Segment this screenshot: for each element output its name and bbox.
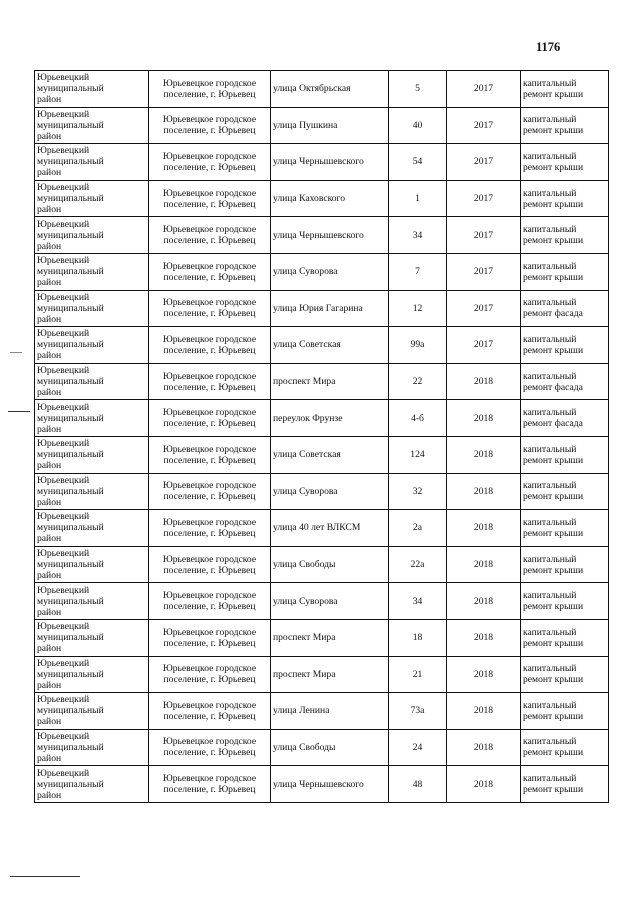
year-cell: 2018: [447, 546, 521, 583]
work-type-cell: капитальный ремонт крыши: [521, 180, 609, 217]
year-cell: 2018: [447, 510, 521, 547]
margin-mark: [10, 352, 22, 353]
work-type-cell: капитальный ремонт крыши: [521, 71, 609, 108]
settlement-cell: Юрьевецкое городское поселение, г. Юрьевец: [149, 217, 271, 254]
settlement-cell: Юрьевецкое городское поселение, г. Юрьевец: [149, 510, 271, 547]
margin-mark: [10, 876, 80, 877]
work-type-cell: капитальный ремонт крыши: [521, 473, 609, 510]
street-cell: улица Свободы: [271, 546, 389, 583]
settlement-cell: Юрьевецкое городское поселение, г. Юрьевец: [149, 71, 271, 108]
year-cell: 2018: [447, 766, 521, 803]
year-cell: 2017: [447, 290, 521, 327]
table-body: [35, 71, 609, 803]
house-number-cell: 22: [389, 363, 447, 400]
settlement-cell: Юрьевецкое городское поселение, г. Юрьевец: [149, 583, 271, 620]
street-cell: улица Суворова: [271, 583, 389, 620]
district-cell: Юрьевецкий муниципальный район: [35, 327, 149, 364]
year-cell: 2017: [447, 327, 521, 364]
district-cell: Юрьевецкий муниципальный район: [35, 144, 149, 181]
year-cell: 2018: [447, 583, 521, 620]
house-number-cell: 124: [389, 436, 447, 473]
year-cell: 2018: [447, 400, 521, 437]
district-cell: Юрьевецкий муниципальный район: [35, 546, 149, 583]
table-row: [35, 217, 609, 254]
work-type-cell: капитальный ремонт крыши: [521, 107, 609, 144]
table-row: [35, 107, 609, 144]
settlement-cell: Юрьевецкое городское поселение, г. Юрьевец: [149, 363, 271, 400]
house-number-cell: 73а: [389, 693, 447, 730]
street-cell: улица Суворова: [271, 253, 389, 290]
street-cell: улица Октябрьская: [271, 71, 389, 108]
year-cell: 2017: [447, 253, 521, 290]
house-number-cell: 54: [389, 144, 447, 181]
settlement-cell: Юрьевецкое городское поселение, г. Юрьевец: [149, 144, 271, 181]
table-row: [35, 71, 609, 108]
house-number-cell: 12: [389, 290, 447, 327]
street-cell: проспект Мира: [271, 656, 389, 693]
district-cell: Юрьевецкий муниципальный район: [35, 290, 149, 327]
street-cell: улица Ленина: [271, 693, 389, 730]
district-cell: Юрьевецкий муниципальный район: [35, 583, 149, 620]
work-type-cell: капитальный ремонт крыши: [521, 766, 609, 803]
settlement-cell: Юрьевецкое городское поселение, г. Юрьевец: [149, 400, 271, 437]
street-cell: улица Советская: [271, 327, 389, 364]
year-cell: 2018: [447, 619, 521, 656]
street-cell: улица Чернышевского: [271, 217, 389, 254]
street-cell: улица 40 лет ВЛКСМ: [271, 510, 389, 547]
year-cell: 2018: [447, 656, 521, 693]
house-number-cell: 5: [389, 71, 447, 108]
table-row: [35, 656, 609, 693]
year-cell: 2017: [447, 71, 521, 108]
settlement-cell: Юрьевецкое городское поселение, г. Юрьевец: [149, 290, 271, 327]
work-type-cell: капитальный ремонт крыши: [521, 546, 609, 583]
district-cell: Юрьевецкий муниципальный район: [35, 253, 149, 290]
house-number-cell: 7: [389, 253, 447, 290]
work-type-cell: капитальный ремонт фасада: [521, 290, 609, 327]
house-number-cell: 40: [389, 107, 447, 144]
repair-registry-table: [34, 70, 609, 803]
house-number-cell: 48: [389, 766, 447, 803]
year-cell: 2018: [447, 436, 521, 473]
district-cell: Юрьевецкий муниципальный район: [35, 217, 149, 254]
work-type-cell: капитальный ремонт фасада: [521, 363, 609, 400]
settlement-cell: Юрьевецкое городское поселение, г. Юрьевец: [149, 619, 271, 656]
street-cell: проспект Мира: [271, 363, 389, 400]
street-cell: улица Чернышевского: [271, 144, 389, 181]
work-type-cell: капитальный ремонт фасада: [521, 400, 609, 437]
table-row: [35, 546, 609, 583]
table-row: [35, 766, 609, 803]
district-cell: Юрьевецкий муниципальный район: [35, 107, 149, 144]
house-number-cell: 4-б: [389, 400, 447, 437]
street-cell: улица Юрия Гагарина: [271, 290, 389, 327]
house-number-cell: 21: [389, 656, 447, 693]
settlement-cell: Юрьевецкое городское поселение, г. Юрьевец: [149, 180, 271, 217]
house-number-cell: 2а: [389, 510, 447, 547]
street-cell: улица Свободы: [271, 729, 389, 766]
work-type-cell: капитальный ремонт крыши: [521, 253, 609, 290]
table-row: [35, 144, 609, 181]
street-cell: улица Советская: [271, 436, 389, 473]
table-row: [35, 327, 609, 364]
table-row: [35, 693, 609, 730]
table-row: [35, 436, 609, 473]
district-cell: Юрьевецкий муниципальный район: [35, 363, 149, 400]
work-type-cell: капитальный ремонт крыши: [521, 144, 609, 181]
house-number-cell: 18: [389, 619, 447, 656]
work-type-cell: капитальный ремонт крыши: [521, 510, 609, 547]
year-cell: 2017: [447, 217, 521, 254]
page-number: 1176: [536, 40, 561, 54]
settlement-cell: Юрьевецкое городское поселение, г. Юрьевец: [149, 107, 271, 144]
year-cell: 2017: [447, 107, 521, 144]
work-type-cell: капитальный ремонт крыши: [521, 656, 609, 693]
table-row: [35, 400, 609, 437]
year-cell: 2018: [447, 473, 521, 510]
work-type-cell: капитальный ремонт крыши: [521, 619, 609, 656]
work-type-cell: капитальный ремонт крыши: [521, 693, 609, 730]
year-cell: 2018: [447, 693, 521, 730]
street-cell: проспект Мира: [271, 619, 389, 656]
district-cell: Юрьевецкий муниципальный район: [35, 766, 149, 803]
settlement-cell: Юрьевецкое городское поселение, г. Юрьевец: [149, 473, 271, 510]
house-number-cell: 22а: [389, 546, 447, 583]
table-row: [35, 253, 609, 290]
settlement-cell: Юрьевецкое городское поселение, г. Юрьевец: [149, 729, 271, 766]
table-row: [35, 363, 609, 400]
year-cell: 2017: [447, 180, 521, 217]
house-number-cell: 1: [389, 180, 447, 217]
table-row: [35, 583, 609, 620]
house-number-cell: 24: [389, 729, 447, 766]
table-row: [35, 290, 609, 327]
house-number-cell: 34: [389, 583, 447, 620]
street-cell: улица Чернышевского: [271, 766, 389, 803]
table-row: [35, 729, 609, 766]
work-type-cell: капитальный ремонт крыши: [521, 436, 609, 473]
work-type-cell: капитальный ремонт крыши: [521, 327, 609, 364]
district-cell: Юрьевецкий муниципальный район: [35, 71, 149, 108]
table-row: [35, 473, 609, 510]
street-cell: улица Каховского: [271, 180, 389, 217]
settlement-cell: Юрьевецкое городское поселение, г. Юрьевец: [149, 766, 271, 803]
district-cell: Юрьевецкий муниципальный район: [35, 693, 149, 730]
house-number-cell: 34: [389, 217, 447, 254]
house-number-cell: 99а: [389, 327, 447, 364]
table-row: [35, 619, 609, 656]
district-cell: Юрьевецкий муниципальный район: [35, 436, 149, 473]
settlement-cell: Юрьевецкое городское поселение, г. Юрьевец: [149, 436, 271, 473]
year-cell: 2018: [447, 729, 521, 766]
work-type-cell: капитальный ремонт крыши: [521, 729, 609, 766]
settlement-cell: Юрьевецкое городское поселение, г. Юрьевец: [149, 693, 271, 730]
district-cell: Юрьевецкий муниципальный район: [35, 729, 149, 766]
district-cell: Юрьевецкий муниципальный район: [35, 619, 149, 656]
street-cell: переулок Фрунзе: [271, 400, 389, 437]
street-cell: улица Суворова: [271, 473, 389, 510]
year-cell: 2017: [447, 144, 521, 181]
settlement-cell: Юрьевецкое городское поселение, г. Юрьевец: [149, 253, 271, 290]
work-type-cell: капитальный ремонт крыши: [521, 583, 609, 620]
settlement-cell: Юрьевецкое городское поселение, г. Юрьевец: [149, 327, 271, 364]
table-row: [35, 510, 609, 547]
district-cell: Юрьевецкий муниципальный район: [35, 473, 149, 510]
district-cell: Юрьевецкий муниципальный район: [35, 656, 149, 693]
margin-mark: [8, 411, 30, 412]
settlement-cell: Юрьевецкое городское поселение, г. Юрьевец: [149, 656, 271, 693]
district-cell: Юрьевецкий муниципальный район: [35, 180, 149, 217]
house-number-cell: 32: [389, 473, 447, 510]
settlement-cell: Юрьевецкое городское поселение, г. Юрьевец: [149, 546, 271, 583]
work-type-cell: капитальный ремонт крыши: [521, 217, 609, 254]
year-cell: 2018: [447, 363, 521, 400]
district-cell: Юрьевецкий муниципальный район: [35, 510, 149, 547]
district-cell: Юрьевецкий муниципальный район: [35, 400, 149, 437]
street-cell: улица Пушкина: [271, 107, 389, 144]
table-row: [35, 180, 609, 217]
